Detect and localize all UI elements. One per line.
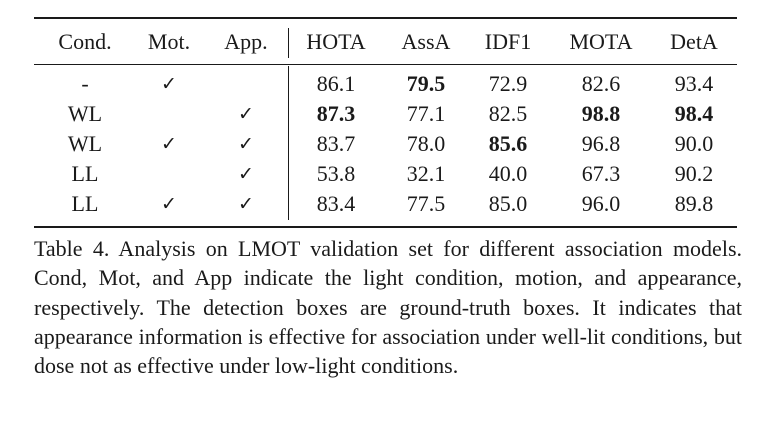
table-cell-cond: LL: [71, 191, 99, 216]
table-cell-deta: 89.8: [674, 191, 714, 216]
column-header-mot: Mot.: [147, 29, 191, 54]
column-header-deta: DetA: [670, 29, 718, 54]
table-cell-deta: 98.4: [674, 101, 714, 126]
table-cell-hota: 83.7: [316, 131, 356, 156]
check-mark-icon: ✓: [161, 133, 177, 155]
table-cell-idf1: 85.0: [488, 191, 528, 216]
table-cell-assa: 32.1: [406, 161, 446, 186]
check-mark-icon: ✓: [238, 193, 254, 215]
check-mark-icon: ✓: [238, 133, 254, 155]
table-top-rule: [34, 17, 737, 19]
check-mark-icon: ✓: [238, 163, 254, 185]
table-cell-cond: -: [81, 71, 89, 96]
column-header-assa: AssA: [401, 29, 451, 54]
table-cell-deta: 90.2: [674, 161, 714, 186]
table-cell-cond: WL: [67, 131, 103, 156]
table-cell-mota: 96.0: [581, 191, 621, 216]
table-cell-mota: 96.8: [581, 131, 621, 156]
column-header-cond: Cond.: [58, 29, 112, 54]
table-cell-mota: 67.3: [581, 161, 621, 186]
table-cell-cond: WL: [67, 101, 103, 126]
table-cell-hota: 53.8: [316, 161, 356, 186]
column-header-idf1: IDF1: [484, 29, 532, 54]
table-caption: Table 4. Analysis on LMOT validation set for different association models. Cond, Mot, and App indicate the light condition, motion, and appearance, respectively. The detection boxes are ground-truth boxes. It indicates that appearance information is effective for association under well-lit conditions, but dose not as effective under low-light conditions.: [34, 236, 742, 379]
table-cell-deta: 90.0: [674, 131, 714, 156]
column-separator-header: [288, 28, 289, 58]
table-cell-idf1: 85.6: [488, 131, 528, 156]
table-header-rule: [34, 64, 737, 65]
table-cell-mota: 82.6: [581, 71, 621, 96]
check-mark-icon: ✓: [238, 103, 254, 125]
table-cell-idf1: 72.9: [488, 71, 528, 96]
check-mark-icon: ✓: [161, 193, 177, 215]
column-header-hota: HOTA: [306, 29, 366, 54]
table-cell-assa: 77.5: [406, 191, 446, 216]
table-cell-hota: 86.1: [316, 71, 356, 96]
table-cell-assa: 78.0: [406, 131, 446, 156]
table-bottom-rule: [34, 226, 737, 228]
table-cell-idf1: 40.0: [488, 161, 528, 186]
table-cell-assa: 77.1: [406, 101, 446, 126]
table-cell-deta: 93.4: [674, 71, 714, 96]
table-cell-assa: 79.5: [406, 71, 446, 96]
column-header-mota: MOTA: [569, 29, 633, 54]
check-mark-icon: ✓: [161, 73, 177, 95]
table-cell-hota: 87.3: [316, 101, 356, 126]
table-cell-cond: LL: [71, 161, 99, 186]
table-cell-idf1: 82.5: [488, 101, 528, 126]
table-cell-hota: 83.4: [316, 191, 356, 216]
column-separator-body: [288, 66, 289, 220]
table-cell-mota: 98.8: [581, 101, 621, 126]
column-header-app: App.: [224, 29, 268, 54]
